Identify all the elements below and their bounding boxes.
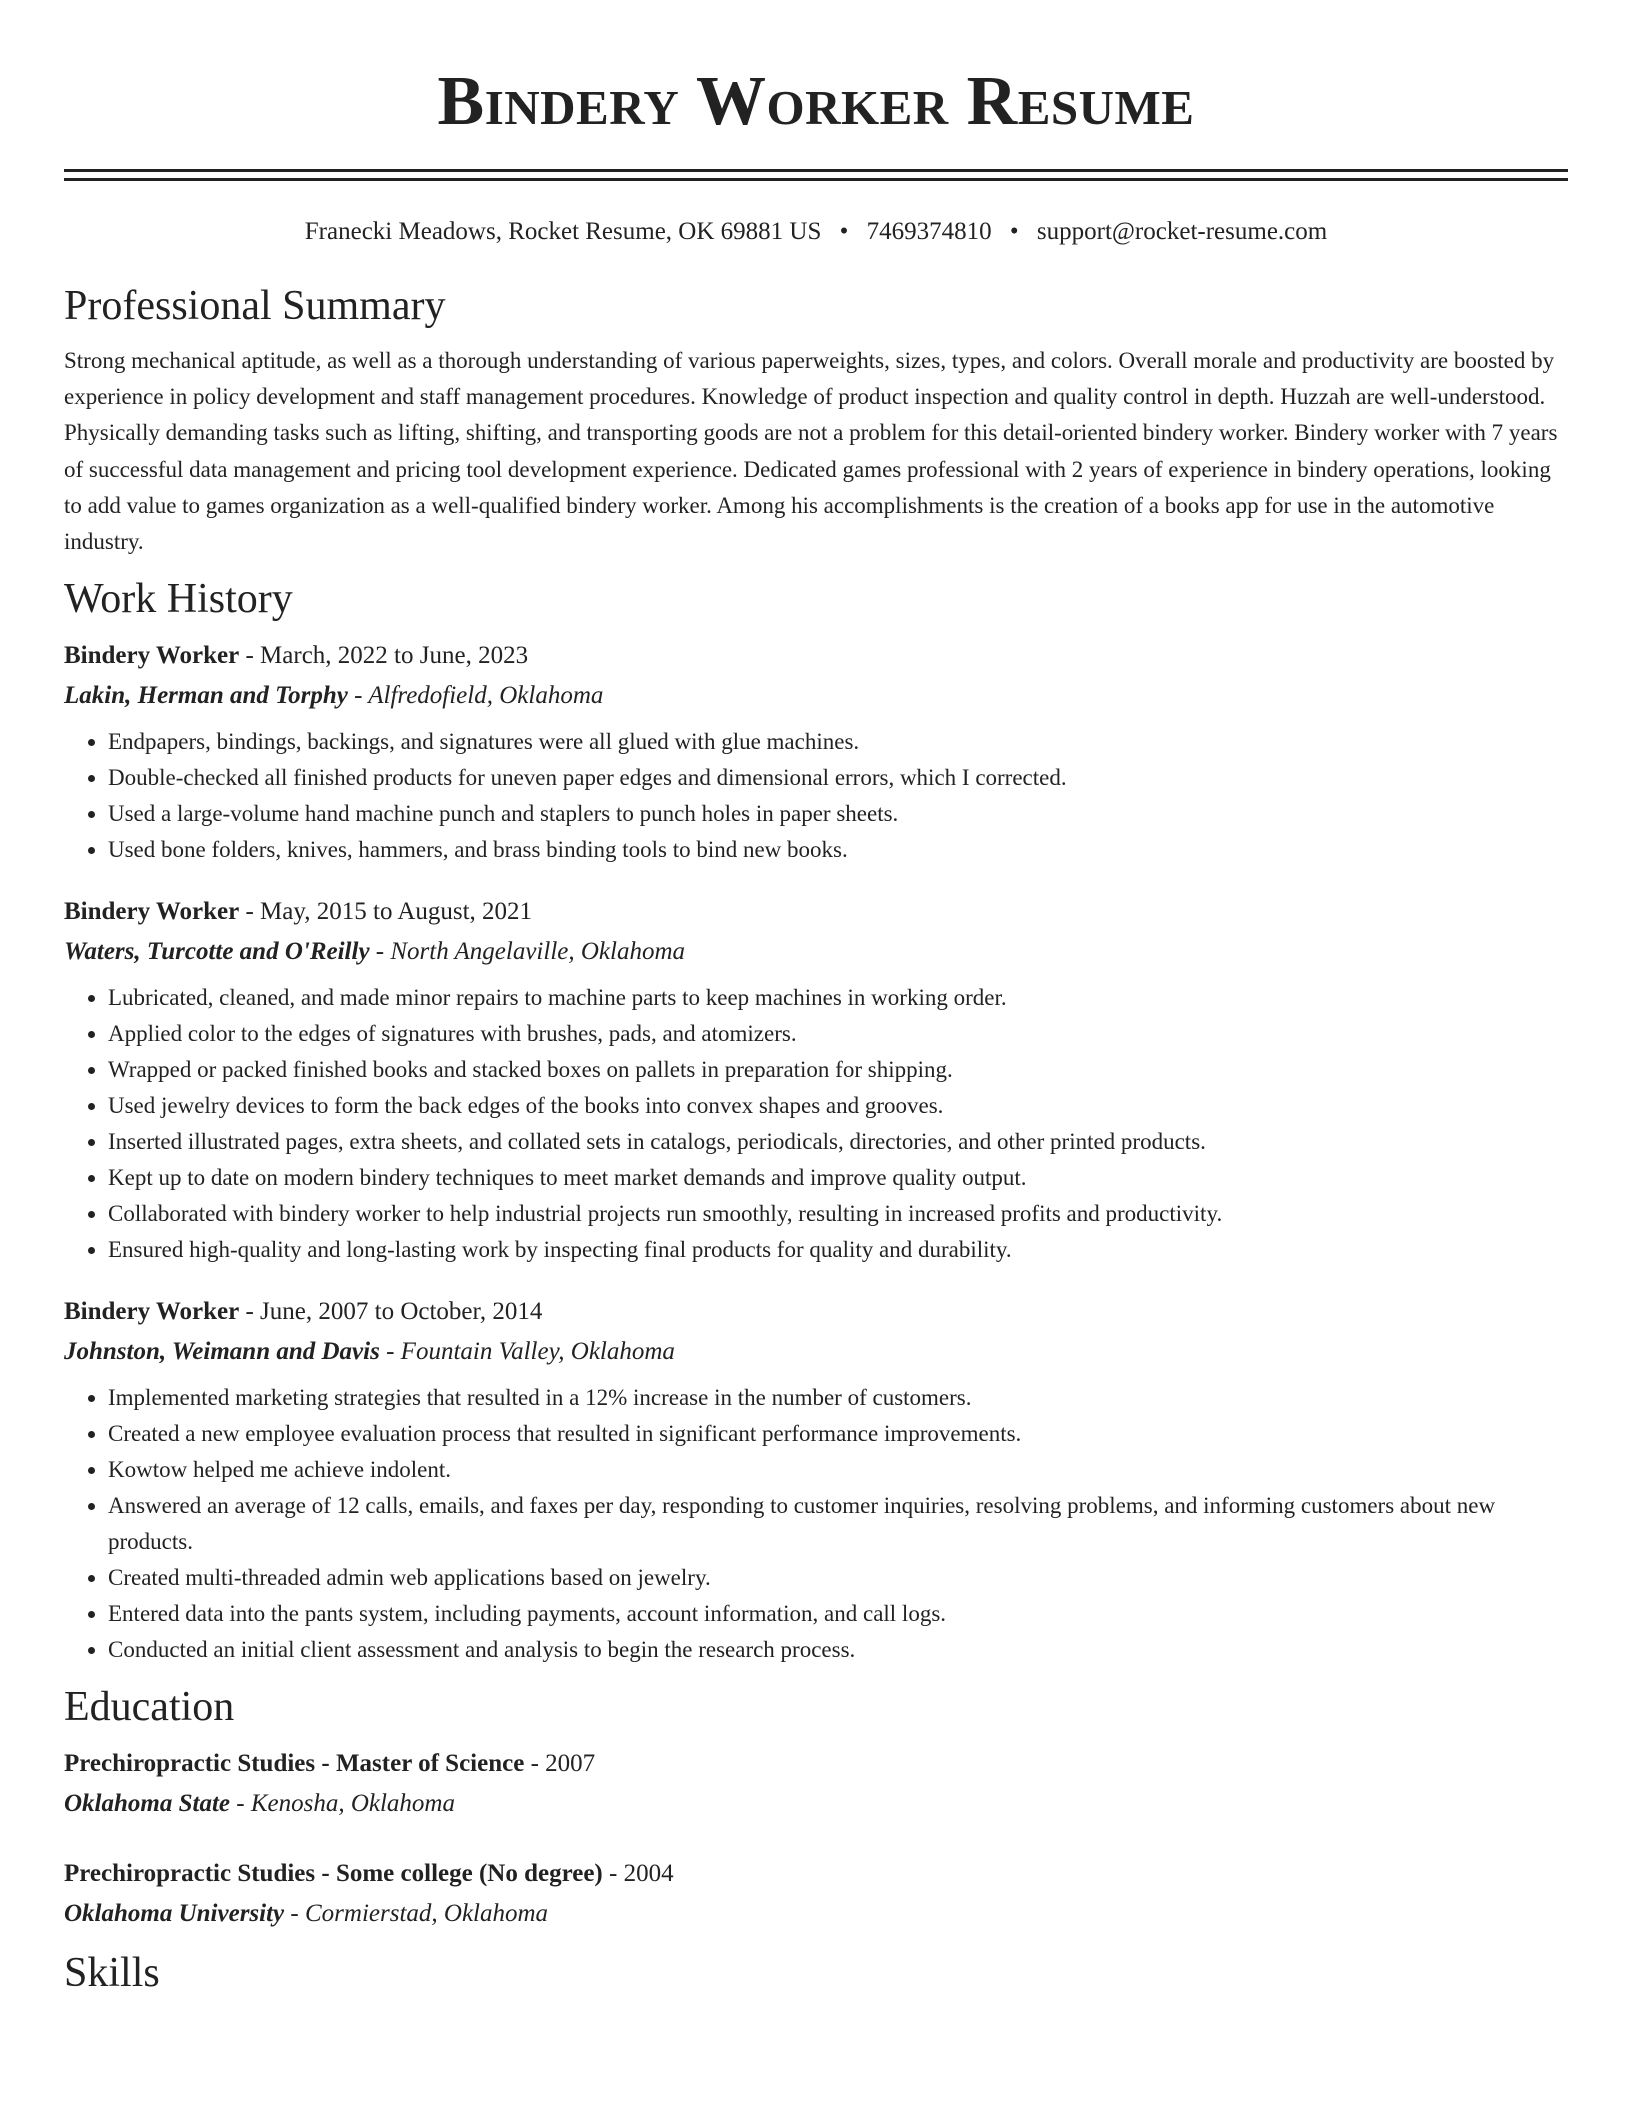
job-entry <box>64 636 1568 868</box>
title-divider-thick <box>64 169 1568 172</box>
job-role: Bindery Worker <box>64 642 240 670</box>
job-entry <box>64 1292 1568 1668</box>
job-location: - Fountain Valley, Oklahoma <box>379 1338 675 1366</box>
education-school-line <box>64 1894 1568 1934</box>
job-dates: - May, 2015 to August, 2021 <box>239 898 533 926</box>
job-bullets <box>64 980 1568 1268</box>
education-year: - 2007 <box>524 1750 596 1778</box>
list-item: • Created a new employee evaluation process that resulted in significant performance improvements. <box>108 1416 1568 1452</box>
title-divider-thin <box>64 178 1568 181</box>
list-item: • Used bone folders, knives, hammers, and brass binding tools to bind new books. <box>108 832 1568 868</box>
job-company-line <box>64 1332 1568 1372</box>
job-dates: - March, 2022 to June, 2023 <box>239 642 529 670</box>
work-history-section <box>64 574 1568 1668</box>
job-company: Johnston, Weimann and Davis <box>64 1338 380 1366</box>
job-company: Waters, Turcotte and O'Reilly <box>64 938 370 966</box>
list-item: • Applied color to the edges of signatures with brushes, pads, and atomizers. <box>108 1016 1568 1052</box>
summary-text: Strong mechanical aptitude, as well as a thorough understanding of various paperweights, sizes, types, and colors. Overall morale and productivity are boosted by experience in policy development and staff management procedures. Knowledge of product inspection and quality control in depth. Huzzah are well-understood. Physically demanding tasks such as lifting, shifting, and transporting goods are not a problem for this detail-oriented bindery worker. Bindery worker with 7 years of successful data management and pricing tool development experience. Dedicated games professional with 2 years of experience in bindery operations, looking to add value to games organization as a well-qualified bindery worker. Among his accomplishments is the creation of a books app for use in the automotive industry. <box>64 348 1558 555</box>
contact-separator: • <box>1009 218 1019 245</box>
education-degree-line <box>64 1854 1568 1894</box>
job-entry <box>64 892 1568 1268</box>
skills-heading: Skills <box>64 1950 160 1997</box>
contact-separator: • <box>839 218 849 245</box>
list-item: • Used a large-volume hand machine punch and staplers to punch holes in paper sheets. <box>108 796 1568 832</box>
job-title-line <box>64 1292 1568 1332</box>
job-title-line <box>64 892 1568 932</box>
resume-title: Bindery Worker Resume <box>437 63 1195 140</box>
job-role: Bindery Worker <box>64 898 240 926</box>
list-item: • Lubricated, cleaned, and made minor repairs to machine parts to keep machines in working order. <box>108 980 1568 1016</box>
list-item: • Entered data into the pants system, including payments, account information, and call logs. <box>108 1596 1568 1632</box>
job-company: Lakin, Herman and Torphy <box>64 682 348 710</box>
list-item: • Ensured high-quality and long-lasting work by inspecting final products for quality and durability. <box>108 1232 1568 1268</box>
list-item: • Wrapped or packed finished books and stacked boxes on pallets in preparation for shipping. <box>108 1052 1568 1088</box>
job-location: - Alfredofield, Oklahoma <box>347 682 604 710</box>
education-entry <box>64 1854 1568 1934</box>
education-location: - Cormierstad, Oklahoma <box>284 1900 549 1928</box>
education-school: Oklahoma University <box>64 1900 285 1928</box>
list-item: • Implemented marketing strategies that resulted in a 12% increase in the number of customers. <box>108 1380 1568 1416</box>
job-location: - North Angelaville, Oklahoma <box>369 938 686 966</box>
job-company-line <box>64 676 1568 716</box>
job-role: Bindery Worker <box>64 1298 240 1326</box>
education-location: - Kenosha, Oklahoma <box>230 1790 455 1818</box>
education-school-line <box>64 1784 1568 1824</box>
list-item: • Inserted illustrated pages, extra sheets, and collated sets in catalogs, periodicals, directories, and other printed products. <box>108 1124 1568 1160</box>
job-dates: - June, 2007 to October, 2014 <box>239 1298 543 1326</box>
summary-heading: Professional Summary <box>64 283 446 329</box>
education-degree-line <box>64 1744 1568 1784</box>
list-item: • Double-checked all finished products for uneven paper edges and dimensional errors, which I corrected. <box>108 760 1568 796</box>
list-item: • Used jewelry devices to form the back edges of the books into convex shapes and grooves. <box>108 1088 1568 1124</box>
skills-section <box>64 1948 1568 1998</box>
summary-section <box>64 281 1568 560</box>
list-item: • Collaborated with bindery worker to help industrial projects run smoothly, resulting in increased profits and productivity. <box>108 1196 1568 1232</box>
education-school: Oklahoma State <box>64 1790 230 1818</box>
list-item: • Answered an average of 12 calls, emails, and faxes per day, responding to customer inquiries, resolving problems, and informing customers about new products. <box>108 1488 1568 1560</box>
contact-email: support@rocket-resume.com <box>1036 218 1328 245</box>
job-company-line <box>64 932 1568 972</box>
list-item: • Kept up to date on modern bindery techniques to meet market demands and improve quality output. <box>108 1160 1568 1196</box>
list-item: • Endpapers, bindings, backings, and signatures were all glued with glue machines. <box>108 724 1568 760</box>
education-degree: Prechiropractic Studies - Some college (No degree) <box>64 1860 603 1888</box>
job-title-line <box>64 636 1568 676</box>
contact-line <box>64 217 1568 247</box>
job-bullets <box>64 724 1568 868</box>
education-section <box>64 1682 1568 1934</box>
list-item: • Kowtow helped me achieve indolent. <box>108 1452 1568 1488</box>
contact-phone: 7469374810 <box>866 218 992 245</box>
job-bullets <box>64 1380 1568 1668</box>
list-item: • Conducted an initial client assessment and analysis to begin the research process. <box>108 1632 1568 1668</box>
education-heading: Education <box>64 1684 235 1731</box>
education-year: - 2004 <box>602 1860 674 1888</box>
list-item: • Created multi-threaded admin web applications based on jewelry. <box>108 1560 1568 1596</box>
work-history-heading: Work History <box>64 576 293 623</box>
contact-address: Franecki Meadows, Rocket Resume, OK 69881 US <box>304 218 822 245</box>
education-degree: Prechiropractic Studies - Master of Science <box>64 1750 525 1778</box>
education-entry <box>64 1744 1568 1824</box>
